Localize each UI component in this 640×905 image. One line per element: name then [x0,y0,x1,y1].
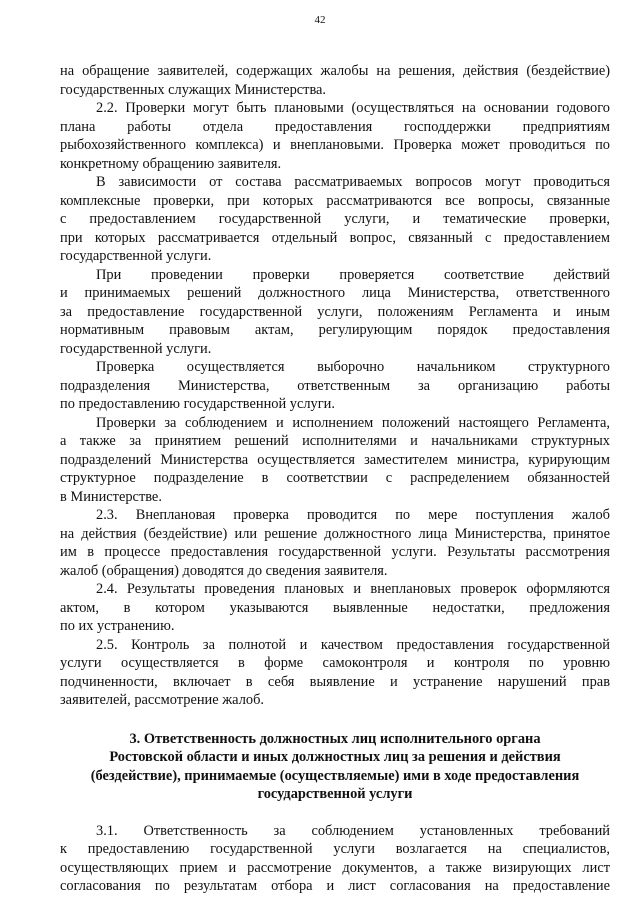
paragraph-line: при которых рассматривается отдельный вопрос, связанный с предоставлением [60,229,610,246]
paragraph-line: плана работы отдела предоставления господдержки предприятиям [60,118,610,135]
paragraph [60,506,610,580]
paragraph-line: по предоставлению государственной услуги. [60,396,335,412]
section-2-paragraphs [60,62,610,710]
paragraph [60,358,610,414]
paragraph-line: на обращение заявителей, содержащих жалобы на решения, действия (бездействие) [60,63,610,79]
paragraph [60,173,610,266]
paragraph-line: Проверки за соблюдением и исполнением положений настоящего Регламента, [96,414,610,431]
paragraph [60,636,610,710]
paragraph-line: согласования по результатам отбора и лист согласования на предоставление [60,878,610,894]
paragraph-line: При проведении проверки проверяется соответствие действий [96,266,610,283]
paragraph-line: и принимаемых решений должностного лица Министерства, ответственного [60,285,610,301]
section-3-heading [60,730,610,804]
paragraph-line: за предоставление государственной услуги, положениям Регламента и иным [60,303,610,320]
heading-line: 3. Ответственность должностных лиц исполнительного органа [129,730,541,747]
paragraph-line: подчиненности, включает в себя выявление и устранение нарушений прав [60,673,610,690]
paragraph-line: государственной услуги. [60,340,212,357]
paragraph-line: подразделения Министерства, ответственным за организацию работы [60,377,610,394]
paragraph-line: 2.2. Проверки могут быть плановыми (осуществляться на основании годового [96,100,610,116]
paragraph-line: подразделений Министерства осуществляется заместителем министра, курирующим [60,451,610,468]
paragraph-3-1 [60,822,610,896]
paragraph-line: заявителей, рассмотрение жалоб. [60,692,264,708]
paragraph-line: жалоб (обращения) доводятся до сведения заявителя. [60,562,388,579]
paragraph-line: 3.1. Ответственность за соблюдением установленных требований [96,822,610,839]
document-body [60,62,610,896]
paragraph-line: комплексные проверки, при которых рассматриваются все вопросы, связанные [60,192,610,209]
paragraph-line: а также за принятием решений исполнителями и начальниками структурных [60,433,610,449]
paragraph-line: 2.3. Внеплановая проверка проводится по мере поступления жалоб [96,507,610,523]
paragraph-line: Проверка осуществляется выборочно начальником структурного [96,359,610,375]
paragraph [60,580,610,636]
paragraph [60,62,610,99]
paragraph [60,414,610,507]
paragraph-line: им в процессе предоставления государственной услуги. Результаты рассмотрения [60,544,610,560]
paragraph-line: в Министерстве. [60,488,162,505]
paragraph-line: осуществляющих прием и рассмотрение документов, а также визирующих лист [60,859,610,876]
paragraph-line: услуги осуществляется в форме самоконтроля и контроля по уровню [60,655,610,671]
heading-line: Ростовской области и иных должностных лиц за решения и действия [109,749,561,765]
paragraph-line: В зависимости от состава рассматриваемых вопросов могут проводиться [96,174,610,190]
paragraph-line: рыбохозяйственного комплекса) и внеплановыми. Проверка может проводиться по [60,137,610,153]
paragraph-line: актом, в котором указываются выявленные недостатки, предложения [60,599,610,616]
paragraph-line: с предоставлением государственной услуги, и тематические проверки, [60,211,610,227]
paragraph-line: структурное подразделение в соответствии с распределением обязанностей [60,470,610,486]
paragraph-line: нормативным правовым актам, регулирующим порядок предоставления [60,322,610,338]
heading-line: (бездействие), принимаемые (осуществляемые) ими в ходе предоставления [90,767,580,784]
paragraph-line: государственной услуги. [60,248,212,264]
page-number: 42 [314,14,326,26]
paragraph-line: по их устранению. [60,618,175,634]
paragraph-line: государственных служащих Министерства. [60,81,327,98]
paragraph-line: на действия (бездействие) или решение должностного лица Министерства, принятое [60,525,610,542]
paragraph-line: 2.4. Результаты проведения плановых и внеплановых проверок оформляются [96,581,610,597]
paragraph-line: 2.5. Контроль за полнотой и качеством предоставления государственной [96,636,610,653]
paragraph [60,99,610,173]
paragraph-line: конкретному обращению заявителя. [60,155,282,172]
heading-line: государственной услуги [257,786,413,802]
paragraph [60,266,610,359]
paragraph-line: к предоставлению государственной услуги возлагается на специалистов, [60,841,610,857]
